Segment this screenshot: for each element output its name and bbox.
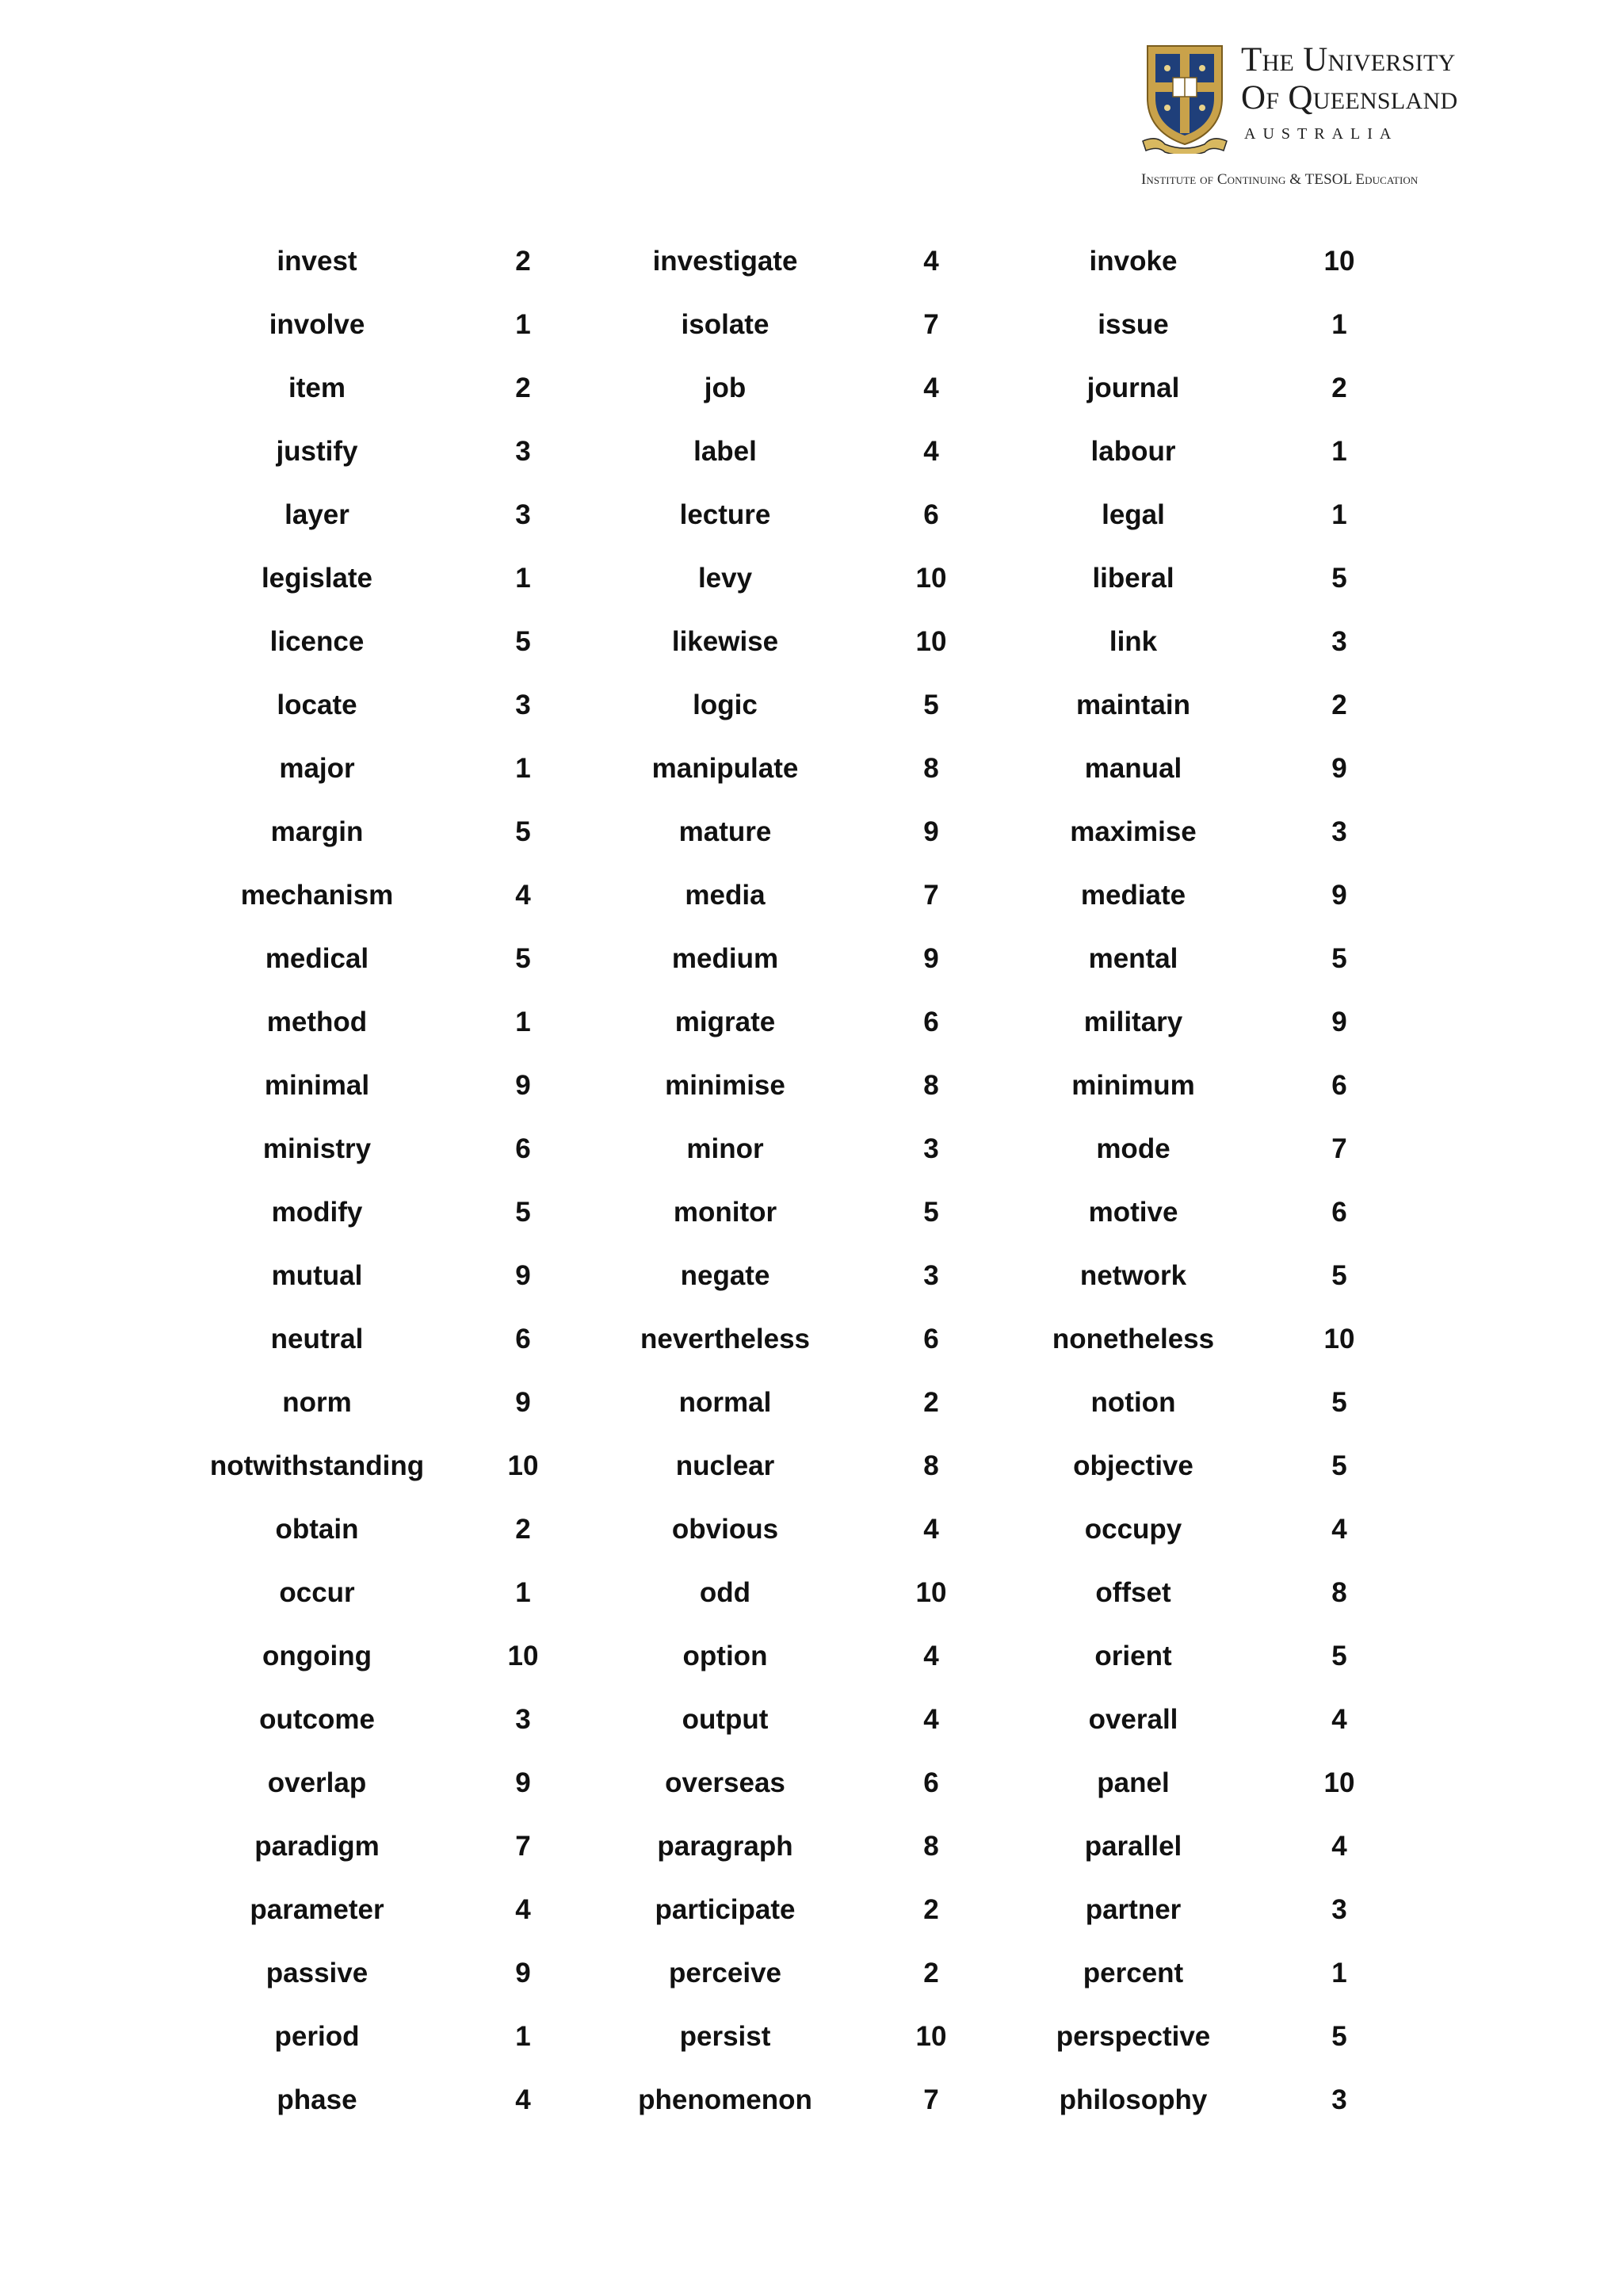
word-cell: logic — [693, 690, 758, 720]
level-cell: 6 — [515, 1324, 531, 1354]
level-cell: 6 — [923, 1767, 939, 1798]
level-cell: 1 — [1331, 499, 1347, 530]
word-cell: legal — [1102, 499, 1165, 530]
word-list-table — [0, 238, 1623, 2140]
level-cell: 10 — [507, 1450, 539, 1481]
word-cell: medium — [671, 943, 779, 974]
level-cell: 4 — [515, 880, 531, 911]
level-cell: 8 — [923, 1450, 939, 1481]
level-cell: 5 — [515, 626, 531, 657]
level-cell: 5 — [1331, 1450, 1347, 1481]
word-cell: offset — [1095, 1577, 1171, 1608]
word-cell: manipulate — [651, 753, 799, 784]
level-cell: 1 — [515, 1577, 531, 1608]
word-cell: investigate — [652, 246, 798, 277]
level-cell: 5 — [1331, 943, 1347, 974]
word-cell: military — [1083, 1007, 1183, 1037]
word-cell: major — [279, 753, 355, 784]
level-cell: 10 — [915, 1577, 947, 1608]
table-row — [0, 872, 1623, 935]
word-cell: link — [1109, 626, 1158, 657]
word-cell: motive — [1088, 1197, 1178, 1228]
level-cell: 7 — [1331, 1133, 1347, 1164]
institute-label: Institute of Continuing & TESOL Education — [1141, 171, 1419, 188]
level-cell: 10 — [915, 2021, 947, 2052]
word-cell: negate — [680, 1260, 770, 1291]
level-cell: 4 — [515, 1894, 531, 1925]
table-row — [0, 808, 1623, 872]
level-cell: 9 — [1331, 880, 1347, 911]
word-cell: ongoing — [262, 1641, 372, 1671]
level-cell: 7 — [515, 1831, 531, 1862]
level-cell: 1 — [515, 309, 531, 340]
word-cell: option — [682, 1641, 768, 1671]
table-row — [0, 1506, 1623, 1569]
word-cell: media — [685, 880, 766, 911]
word-cell: mental — [1088, 943, 1178, 974]
level-cell: 4 — [923, 436, 939, 467]
word-cell: medical — [265, 943, 369, 974]
word-cell: isolate — [681, 309, 769, 340]
level-cell: 5 — [923, 690, 939, 720]
table-row — [0, 238, 1623, 301]
word-cell: labour — [1090, 436, 1176, 467]
word-cell: overseas — [665, 1767, 785, 1798]
word-cell: minimise — [665, 1070, 785, 1101]
level-cell: 3 — [923, 1260, 939, 1291]
word-cell: mutual — [271, 1260, 363, 1291]
level-cell: 4 — [1331, 1514, 1347, 1545]
word-cell: ministry — [262, 1133, 372, 1164]
word-cell: parallel — [1084, 1831, 1182, 1862]
word-cell: overlap — [267, 1767, 367, 1798]
word-cell: mechanism — [240, 880, 394, 911]
table-row — [0, 1633, 1623, 1696]
table-row — [0, 2076, 1623, 2140]
level-cell: 9 — [515, 1958, 531, 1988]
level-cell: 4 — [923, 246, 939, 277]
word-cell: liberal — [1092, 563, 1174, 594]
word-cell: involve — [269, 309, 365, 340]
table-row — [0, 682, 1623, 745]
level-cell: 9 — [1331, 1007, 1347, 1037]
word-cell: parameter — [250, 1894, 384, 1925]
table-row — [0, 1823, 1623, 1886]
word-cell: issue — [1098, 309, 1169, 340]
word-cell: migrate — [674, 1007, 776, 1037]
level-cell: 2 — [515, 372, 531, 403]
word-cell: nevertheless — [640, 1324, 811, 1354]
table-row — [0, 1569, 1623, 1633]
table-row — [0, 1696, 1623, 1759]
word-cell: objective — [1073, 1450, 1193, 1481]
level-cell: 1 — [515, 2021, 531, 2052]
word-cell: label — [693, 436, 757, 467]
level-cell: 5 — [515, 943, 531, 974]
country-label: AUSTRALIA — [1244, 125, 1399, 143]
level-cell: 6 — [923, 1007, 939, 1037]
word-cell: modify — [271, 1197, 363, 1228]
table-row — [0, 1252, 1623, 1316]
level-cell: 1 — [1331, 1958, 1347, 1988]
level-cell: 5 — [1331, 1260, 1347, 1291]
level-cell: 6 — [1331, 1197, 1347, 1228]
level-cell: 5 — [515, 816, 531, 847]
word-cell: nuclear — [675, 1450, 775, 1481]
word-cell: perceive — [668, 1958, 782, 1988]
level-cell: 3 — [515, 1704, 531, 1735]
level-cell: 2 — [515, 246, 531, 277]
level-cell: 1 — [515, 1007, 531, 1037]
word-cell: occupy — [1084, 1514, 1182, 1545]
level-cell: 9 — [515, 1767, 531, 1798]
level-cell: 4 — [923, 1641, 939, 1671]
table-row — [0, 1189, 1623, 1252]
table-row — [0, 1442, 1623, 1506]
level-cell: 6 — [923, 1324, 939, 1354]
university-name — [1241, 41, 1457, 117]
level-cell: 3 — [923, 1133, 939, 1164]
level-cell: 1 — [1331, 436, 1347, 467]
level-cell: 2 — [1331, 372, 1347, 403]
word-cell: nonetheless — [1052, 1324, 1215, 1354]
level-cell: 2 — [923, 1894, 939, 1925]
word-cell: period — [274, 2021, 360, 2052]
table-row — [0, 365, 1623, 428]
level-cell: 2 — [923, 1387, 939, 1418]
level-cell: 4 — [1331, 1704, 1347, 1735]
level-cell: 8 — [923, 1831, 939, 1862]
table-row — [0, 1379, 1623, 1442]
level-cell: 3 — [515, 436, 531, 467]
level-cell: 5 — [1331, 1387, 1347, 1418]
level-cell: 4 — [515, 2084, 531, 2115]
table-row — [0, 1125, 1623, 1189]
word-cell: normal — [678, 1387, 772, 1418]
word-cell: method — [266, 1007, 368, 1037]
word-cell: panel — [1097, 1767, 1170, 1798]
university-crest-shield-icon — [1141, 43, 1228, 154]
level-cell: 4 — [923, 372, 939, 403]
word-cell: mode — [1096, 1133, 1170, 1164]
level-cell: 9 — [923, 943, 939, 974]
word-cell: occur — [279, 1577, 355, 1608]
table-row — [0, 301, 1623, 365]
university-name-line2: Of Queensland — [1241, 79, 1458, 117]
word-cell: obtain — [275, 1514, 359, 1545]
level-cell: 8 — [923, 1070, 939, 1101]
word-cell: obvious — [671, 1514, 779, 1545]
word-cell: output — [682, 1704, 769, 1735]
word-cell: maximise — [1070, 816, 1197, 847]
level-cell: 6 — [515, 1133, 531, 1164]
word-cell: item — [288, 372, 346, 403]
level-cell: 3 — [515, 499, 531, 530]
level-cell: 9 — [923, 816, 939, 847]
university-logo — [1141, 40, 1522, 198]
word-cell: manual — [1084, 753, 1182, 784]
table-row — [0, 1950, 1623, 2013]
word-cell: percent — [1083, 1958, 1184, 1988]
word-cell: passive — [265, 1958, 369, 1988]
level-cell: 10 — [915, 563, 947, 594]
level-cell: 3 — [515, 690, 531, 720]
word-cell: phase — [277, 2084, 357, 2115]
word-cell: minimal — [264, 1070, 370, 1101]
level-cell: 3 — [1331, 626, 1347, 657]
level-cell: 2 — [515, 1514, 531, 1545]
word-cell: neutral — [270, 1324, 364, 1354]
table-row — [0, 1316, 1623, 1379]
level-cell: 10 — [1323, 1324, 1355, 1354]
word-cell: job — [704, 372, 747, 403]
word-cell: margin — [270, 816, 364, 847]
word-cell: layer — [285, 499, 349, 530]
word-cell: participate — [655, 1894, 796, 1925]
level-cell: 5 — [923, 1197, 939, 1228]
word-cell: notion — [1090, 1387, 1176, 1418]
level-cell: 7 — [923, 2084, 939, 2115]
level-cell: 2 — [923, 1958, 939, 1988]
word-cell: paragraph — [657, 1831, 793, 1862]
level-cell: 6 — [1331, 1070, 1347, 1101]
level-cell: 8 — [923, 753, 939, 784]
level-cell: 7 — [923, 309, 939, 340]
level-cell: 5 — [1331, 2021, 1347, 2052]
level-cell: 4 — [1331, 1831, 1347, 1862]
level-cell: 9 — [515, 1260, 531, 1291]
level-cell: 6 — [923, 499, 939, 530]
table-row — [0, 618, 1623, 682]
word-cell: norm — [282, 1387, 352, 1418]
word-cell: phenomenon — [638, 2084, 812, 2115]
table-row — [0, 745, 1623, 808]
word-cell: invest — [277, 246, 357, 277]
table-row — [0, 2013, 1623, 2076]
word-cell: network — [1079, 1260, 1187, 1291]
word-cell: orient — [1094, 1641, 1172, 1671]
level-cell: 10 — [1323, 1767, 1355, 1798]
level-cell: 9 — [1331, 753, 1347, 784]
word-cell: monitor — [673, 1197, 777, 1228]
level-cell: 3 — [1331, 816, 1347, 847]
word-cell: invoke — [1089, 246, 1178, 277]
table-row — [0, 935, 1623, 999]
level-cell: 4 — [923, 1514, 939, 1545]
word-cell: perspective — [1056, 2021, 1211, 2052]
level-cell: 8 — [1331, 1577, 1347, 1608]
word-cell: lecture — [679, 499, 771, 530]
level-cell: 1 — [515, 563, 531, 594]
level-cell: 2 — [1331, 690, 1347, 720]
level-cell: 10 — [507, 1641, 539, 1671]
table-row — [0, 428, 1623, 491]
level-cell: 9 — [515, 1070, 531, 1101]
word-cell: outcome — [259, 1704, 375, 1735]
word-cell: locate — [277, 690, 357, 720]
word-cell: partner — [1085, 1894, 1182, 1925]
word-cell: minimum — [1071, 1070, 1195, 1101]
level-cell: 10 — [915, 626, 947, 657]
word-cell: levy — [697, 563, 753, 594]
word-cell: overall — [1088, 1704, 1178, 1735]
level-cell: 4 — [923, 1704, 939, 1735]
word-cell: persist — [679, 2021, 771, 2052]
table-row — [0, 1759, 1623, 1823]
level-cell: 5 — [515, 1197, 531, 1228]
word-cell: justify — [276, 436, 358, 467]
word-cell: maintain — [1076, 690, 1190, 720]
university-name-line1: The University — [1241, 41, 1456, 78]
word-cell: journal — [1086, 372, 1180, 403]
level-cell: 3 — [1331, 1894, 1347, 1925]
table-row — [0, 999, 1623, 1062]
level-cell: 3 — [1331, 2084, 1347, 2115]
word-cell: legislate — [261, 563, 373, 594]
table-row — [0, 491, 1623, 555]
word-cell: mature — [678, 816, 772, 847]
table-row — [0, 1062, 1623, 1125]
table-row — [0, 1886, 1623, 1950]
word-cell: notwithstanding — [209, 1450, 425, 1481]
level-cell: 1 — [1331, 309, 1347, 340]
level-cell: 7 — [923, 880, 939, 911]
table-row — [0, 555, 1623, 618]
word-cell: paradigm — [254, 1831, 380, 1862]
word-cell: licence — [269, 626, 365, 657]
level-cell: 1 — [515, 753, 531, 784]
word-cell: likewise — [671, 626, 779, 657]
word-cell: philosophy — [1059, 2084, 1208, 2115]
word-cell: minor — [686, 1133, 764, 1164]
level-cell: 9 — [515, 1387, 531, 1418]
word-cell: mediate — [1080, 880, 1186, 911]
level-cell: 10 — [1323, 246, 1355, 277]
word-cell: odd — [699, 1577, 751, 1608]
level-cell: 5 — [1331, 563, 1347, 594]
level-cell: 5 — [1331, 1641, 1347, 1671]
